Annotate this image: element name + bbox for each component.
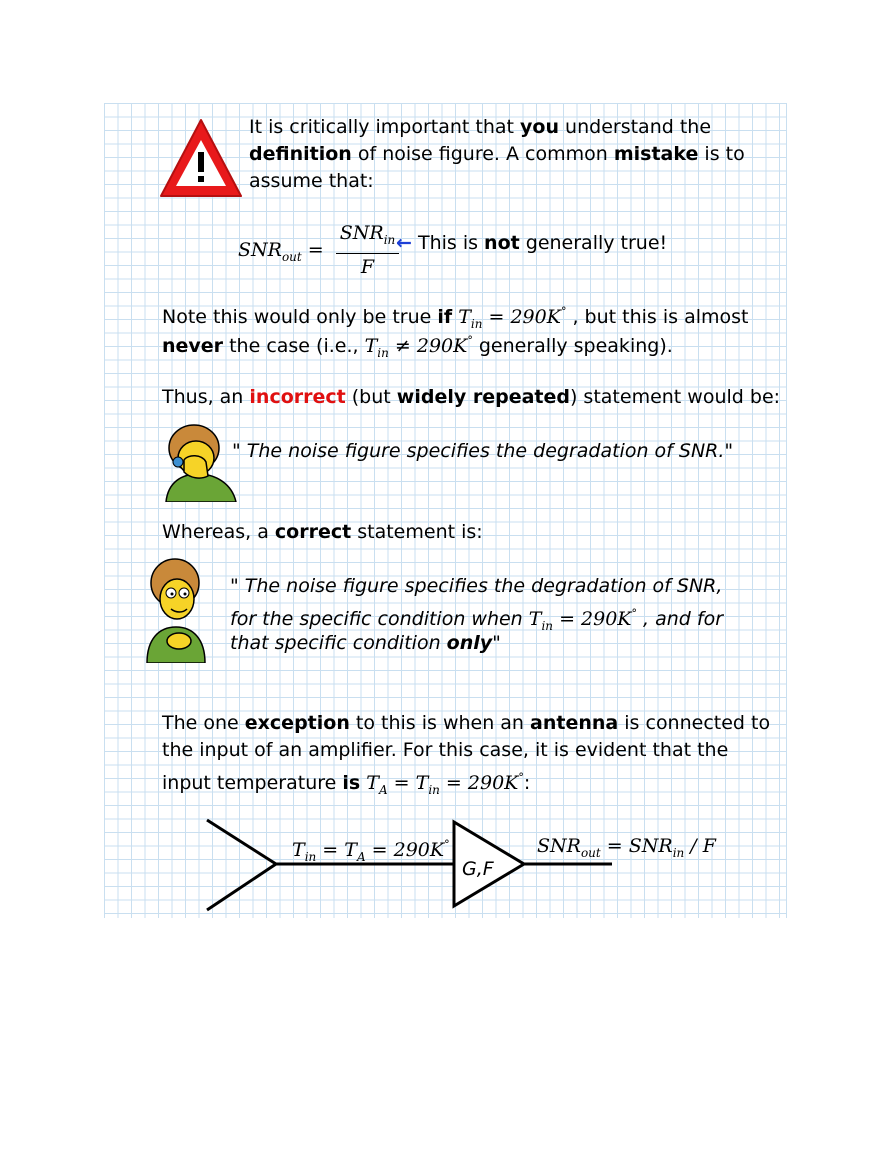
correct-quote-line-2: for the specific condition when $T_{in} = 290K^\circ$ , and for [230, 607, 724, 633]
warning-line-2: definition of noise figure. A common mistake is to [249, 143, 745, 165]
amplifier-label: G,F [462, 858, 494, 880]
character-facepalm-illustration [158, 420, 238, 502]
exception-line-1: The one exception to this is when an antenna is connected to [162, 712, 771, 734]
diagram-input-label: $T_{in} = T_A = 290K^\circ$ [292, 838, 450, 864]
note-line-1: Note this would only be true if $T_{in} = 290K^\circ$ , but this is almost [162, 305, 749, 331]
character-pointing-illustration [143, 557, 209, 663]
incorrect-intro: Thus, an incorrect (but widely repeated) statement would be: [162, 386, 781, 408]
exception-line-3: input temperature is $T_A = T_{in} = 290K^\circ$: [162, 771, 531, 797]
exception-line-2: the input of an amplifier. For this case, it is evident that the [162, 739, 729, 761]
warning-line-1: It is critically important that you understand the [249, 116, 712, 138]
correct-intro: Whereas, a correct statement is: [162, 521, 483, 543]
left-arrow-icon: ← [396, 232, 412, 254]
antenna-symbol [207, 820, 276, 910]
incorrect-quote: " The noise figure specifies the degradation of SNR." [232, 440, 734, 462]
diagram-output-label: $SNR_{out} = SNR_{in} / F$ [537, 835, 716, 860]
correct-quote-line-3: that specific condition only" [230, 632, 501, 654]
not-true-note: ← This is not generally true! [396, 232, 668, 254]
warning-line-3: assume that: [249, 170, 374, 192]
snr-equation: $SNR_{out}$ = $\frac{SNR_{in}}{F}$ [238, 222, 399, 278]
correct-quote-line-1: " The noise figure specifies the degradation of SNR, [230, 575, 723, 597]
warning-triangle-icon [158, 116, 244, 200]
note-line-2: never the case (i.e., $T_{in} \ne 290K^\circ$ generally speaking). [162, 334, 673, 360]
